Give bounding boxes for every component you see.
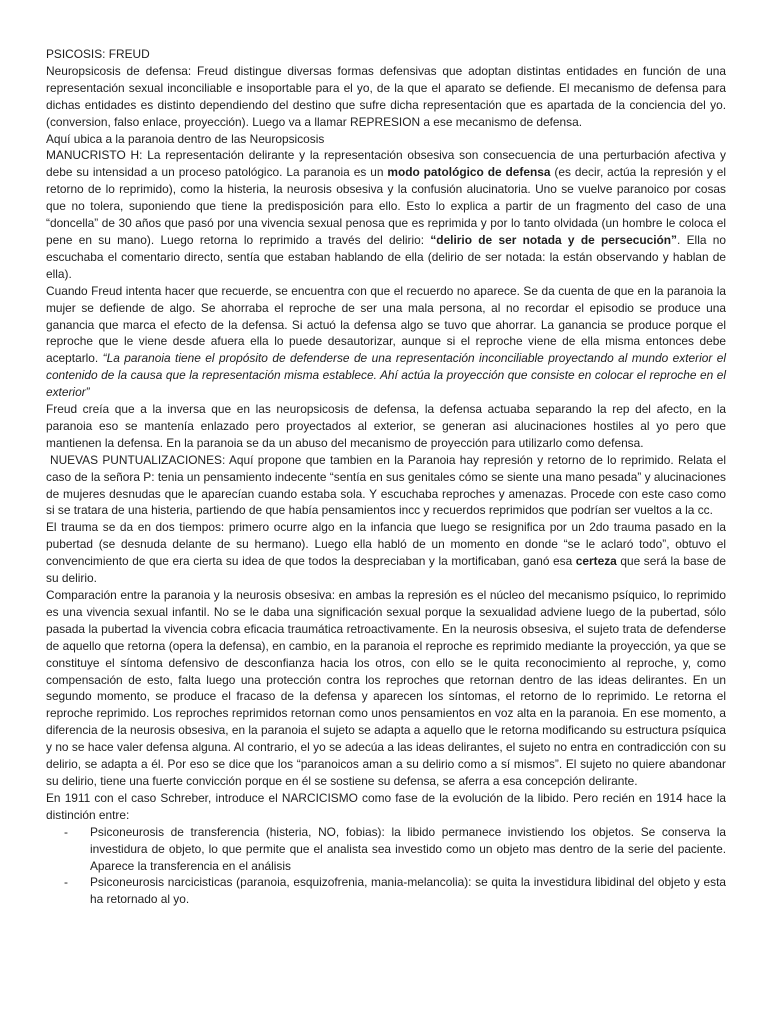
- paragraph-narcicismo: En 1911 con el caso Schreber, introduce el NARCICISMO como fase de la evolución de la libido. Pero recién en 1914 hace la distinción entre:: [46, 790, 726, 822]
- dash-marker: -: [64, 824, 68, 839]
- paragraph-manuscrito-h: [46, 147, 726, 282]
- list-item-text: Psiconeurosis narcicisticas (paranoia, esquizofrenia, mania-melancolia): se quita la investidura libidinal del objeto y esta ha retornado al yo.: [90, 875, 726, 907]
- paragraph-recuerdo: [46, 283, 726, 401]
- document-title: PSICOSIS: FREUD: [46, 47, 150, 61]
- list-item-text: Psiconeurosis de transferencia (histeria, NO, fobias): la libido permanece invistiendo los objetos. Se conserva la investidura de objeto, lo que permite que el analista sea investido como un objeto mas dentro de la serie del paciente. Aparece la transferencia en el análisis: [90, 824, 726, 873]
- paragraph-nuevas-puntualizaciones: NUEVAS PUNTUALIZACIONES: Aquí propone que tambien en la Paranoia hay represión y retorno de lo reprimido. Relata el caso de la señora P: tenia un pensamiento indecente “sentía en sus genitales cómo se siente una mano pesada” y alucinaciones de mujeres desnudas que le aparecían cuando estaba sola. Y escuchaba reproches y amenazas. Procede con este caso como si se tratara de una histeria, partiendo de que había pensamientos incc y recuerdos reprimidos que podrían ser vueltos a la cc.: [46, 452, 726, 518]
- manuscrito-bold-1: modo patológico de defensa: [387, 165, 551, 180]
- dash-marker: -: [64, 875, 68, 890]
- list-item: [46, 874, 726, 908]
- trauma-text-2: que será la base de su delirio.: [46, 554, 726, 586]
- manuscrito-text-1: MANUCRISTO H: La representación delirante y la representación obsesiva son consecuencia de una perturbación afectiva y debe su intensidad a un proceso patológico. La paranoia es un: [46, 148, 726, 180]
- paragraph-neuropsicosis: Neuropsicosis de defensa: Freud distingue diversas formas defensivas que adoptan distintas entidades en función de una representación sexual inconciliable e insoportable para el yo, de la que el aparato se defiende. El mecanismo de defensa para dichas entidades es distinto dependiendo del destino que sufre dicha representación que es apartada de la conciencia del yo. (conversion, falso enlace, proyección). Luego va a llamar REPRESION a ese mecanismo de defensa.: [46, 63, 726, 129]
- manuscrito-text-3: . Ella no escuchaba el comentario directo, sentía que estaban hablando de ella (delirio de ser notada: la están observando y hablan de ella).: [46, 232, 726, 281]
- paragraph-paranoia-location: Aquí ubica a la paranoia dentro de las Neuropsicosis: [46, 131, 325, 146]
- manuscrito-bold-2: “delirio de ser notada y de persecución”: [430, 232, 678, 247]
- recuerdo-text: Cuando Freud intenta hacer que recuerde, se encuentra con que el recuerdo no aparece. Se da cuenta de que en la paranoia la mujer se defiende de algo. Se ahorraba el reproche de ser una mala persona, al no recordar el episodio se produce una ganancia que marca el efecto de la defensa. Si actuó la defensa algo se tuvo que ahorrar. La ganancia se produce porque el reproche que le viene desde afuera ella lo puede desautorizar, aunque si el reproche viene de ella misma entonces debe aceptarlo.: [46, 283, 726, 366]
- paragraph-trauma: [46, 519, 726, 587]
- recuerdo-quote: “La paranoia tiene el propósito de defenderse de una representación inconciliable proyectando al mundo exterior el contenido de la causa que la representación misma establece. Ahí actúa la proyección que consiste en colocar el reproche en el exterior”: [46, 351, 726, 400]
- psiconeurosis-list: [46, 824, 726, 909]
- paragraph-inversa: Freud creía que a la inversa que en las neuropsicosis de defensa, la defensa actuaba separando la rep del afecto, en la paranoia eso se mantenía enlazado pero proyectados al exterior, se generan asi alucinaciones hostiles al yo pero que mantienen la defensa. En la paranoia se da un abuso del mecanismo de proyección para utilizarlo como defensa.: [46, 402, 726, 450]
- list-item: [46, 824, 726, 875]
- manuscrito-text-2: (es decir, actúa la represión y el retorno de lo reprimido), como la histeria, la neurosis obsesiva y la confusión alucinatoria. Uno se vuelve paranoico por cosas que no tolera, suponiendo que tiene la predisposición para ello. Esto lo explica a partir de un fragmento del caso de una “doncella” de 30 años que pasó por una vivencia sexual penosa que es reprimida y por lo tanto olvidada (un hombre le coloca el pene en su mano). Luego retorna lo reprimido a través del delirio:: [46, 165, 726, 247]
- trauma-bold: certeza: [575, 554, 617, 569]
- paragraph-comparacion: Comparación entre la paranoia y la neurosis obsesiva: en ambas la represión es el núcleo del mecanismo psíquico, lo reprimido es una vivencia sexual infantil. No se le daba una significación sexual porque la sexualidad adviene luego de la pubertad, sólo pasada la pubertad la vivencia cobra eficacia traumática retroactivamente. En la neurosis obsesiva, el sujeto trata de defenderse de aquello que retorna (opera la defensa), en cambio, en la paranoia el reproche es reprimido mediante la proyección, ya que se constituye el síntoma defensivo de desconfianza hacia los otros, con ello se le quita reconocimiento al reproche, y, como compensación de esto, falta luego una protección contra los reproches que retornan dentro de las ideas delirantes. En un segundo momento, se produce el fracaso de la defensa y aparecen los síntomas, el retorno de lo reprimido. Le retorna el reproche reprimido. Los reproches reprimidos retornan como unos pensamientos en voz alta en la paranoia. En ese momento, a diferencia de la neurosis obsesiva, en la paranoia el sujeto se adapta a aquello que le retorna modificando su estructura psíquica y no se hace valer defensa alguna. Al contrario, el yo se adecúa a las ideas delirantes, el sujeto no entra en contradicción con su delirio, se adapta a él. Por eso se dice que los “paranoicos aman a su delirio como a sí mismos”. El sujeto no quiere abandonar su delirio, tiene una fuerte convicción porque en él se sostiene su defensa, se aferra a esa concepción delirante.: [46, 588, 726, 788]
- trauma-text-1: El trauma se da en dos tiempos: primero ocurre algo en la infancia que luego se resignifica por un 2do trauma pasado en la pubertad (se desnuda delante de su hermano). Luego ella habló de un momento en donde “se le aclaró todo”, obtuvo el convencimiento de que era cierta su idea de que todos la despreciaban y la mortificaban, ganó esa: [46, 520, 726, 569]
